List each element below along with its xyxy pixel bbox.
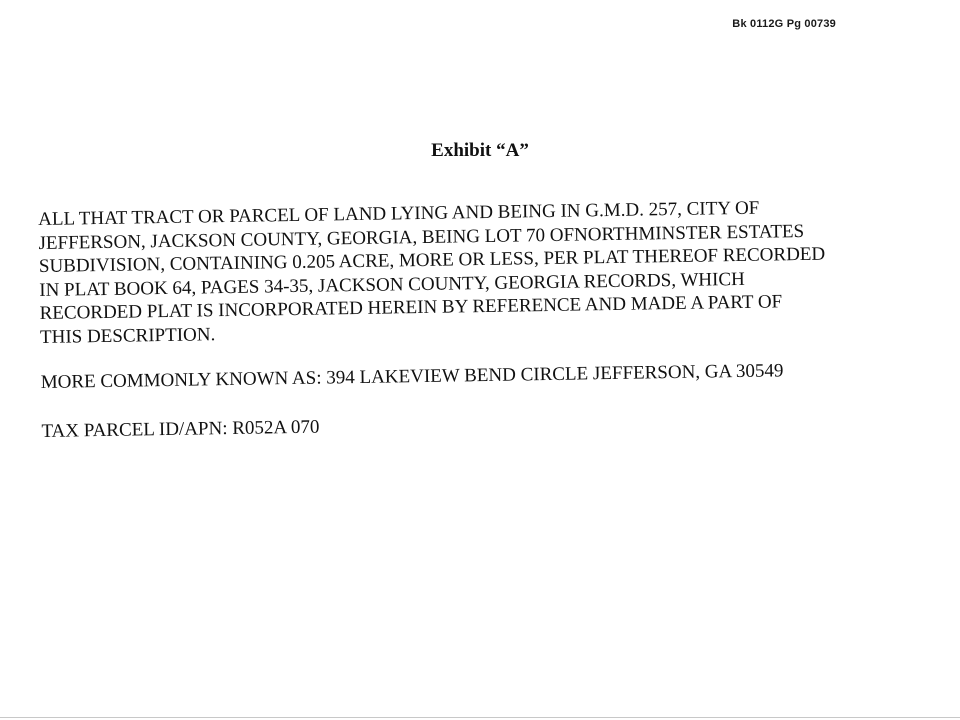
legal-description-line: JEFFERSON, JACKSON COUNTY, GEORGIA, BEING LOT 70 OFNORTHMINSTER ESTATES (38, 220, 805, 254)
legal-description-line: RECORDED PLAT IS INCORPORATED HEREIN BY REFERENCE AND MADE A PART OF (39, 291, 783, 324)
legal-description-line: ALL THAT TRACT OR PARCEL OF LAND LYING AND BEING IN G.M.D. 257, CITY OF (38, 197, 760, 230)
tax-parcel-line: TAX PARCEL ID/APN: R052A 070 (41, 416, 320, 442)
book-page-reference: Bk 0112G Pg 00739 (732, 18, 836, 30)
property-address-line: MORE COMMONLY KNOWN AS: 394 LAKEVIEW BEND CIRCLE JEFFERSON, GA 30549 (40, 360, 784, 393)
legal-description-line: THIS DESCRIPTION. (39, 323, 216, 348)
legal-description-block (38, 194, 932, 443)
legal-description-line: SUBDIVISION, CONTAINING 0.205 ACRE, MORE OR LESS, PER PLAT THEREOF RECORDED (38, 243, 826, 277)
page-bottom-divider (0, 717, 960, 718)
legal-description-line: IN PLAT BOOK 64, PAGES 34-35, JACKSON COUNTY, GEORGIA RECORDS, WHICH (39, 268, 745, 301)
exhibit-title: Exhibit “A” (431, 140, 529, 161)
